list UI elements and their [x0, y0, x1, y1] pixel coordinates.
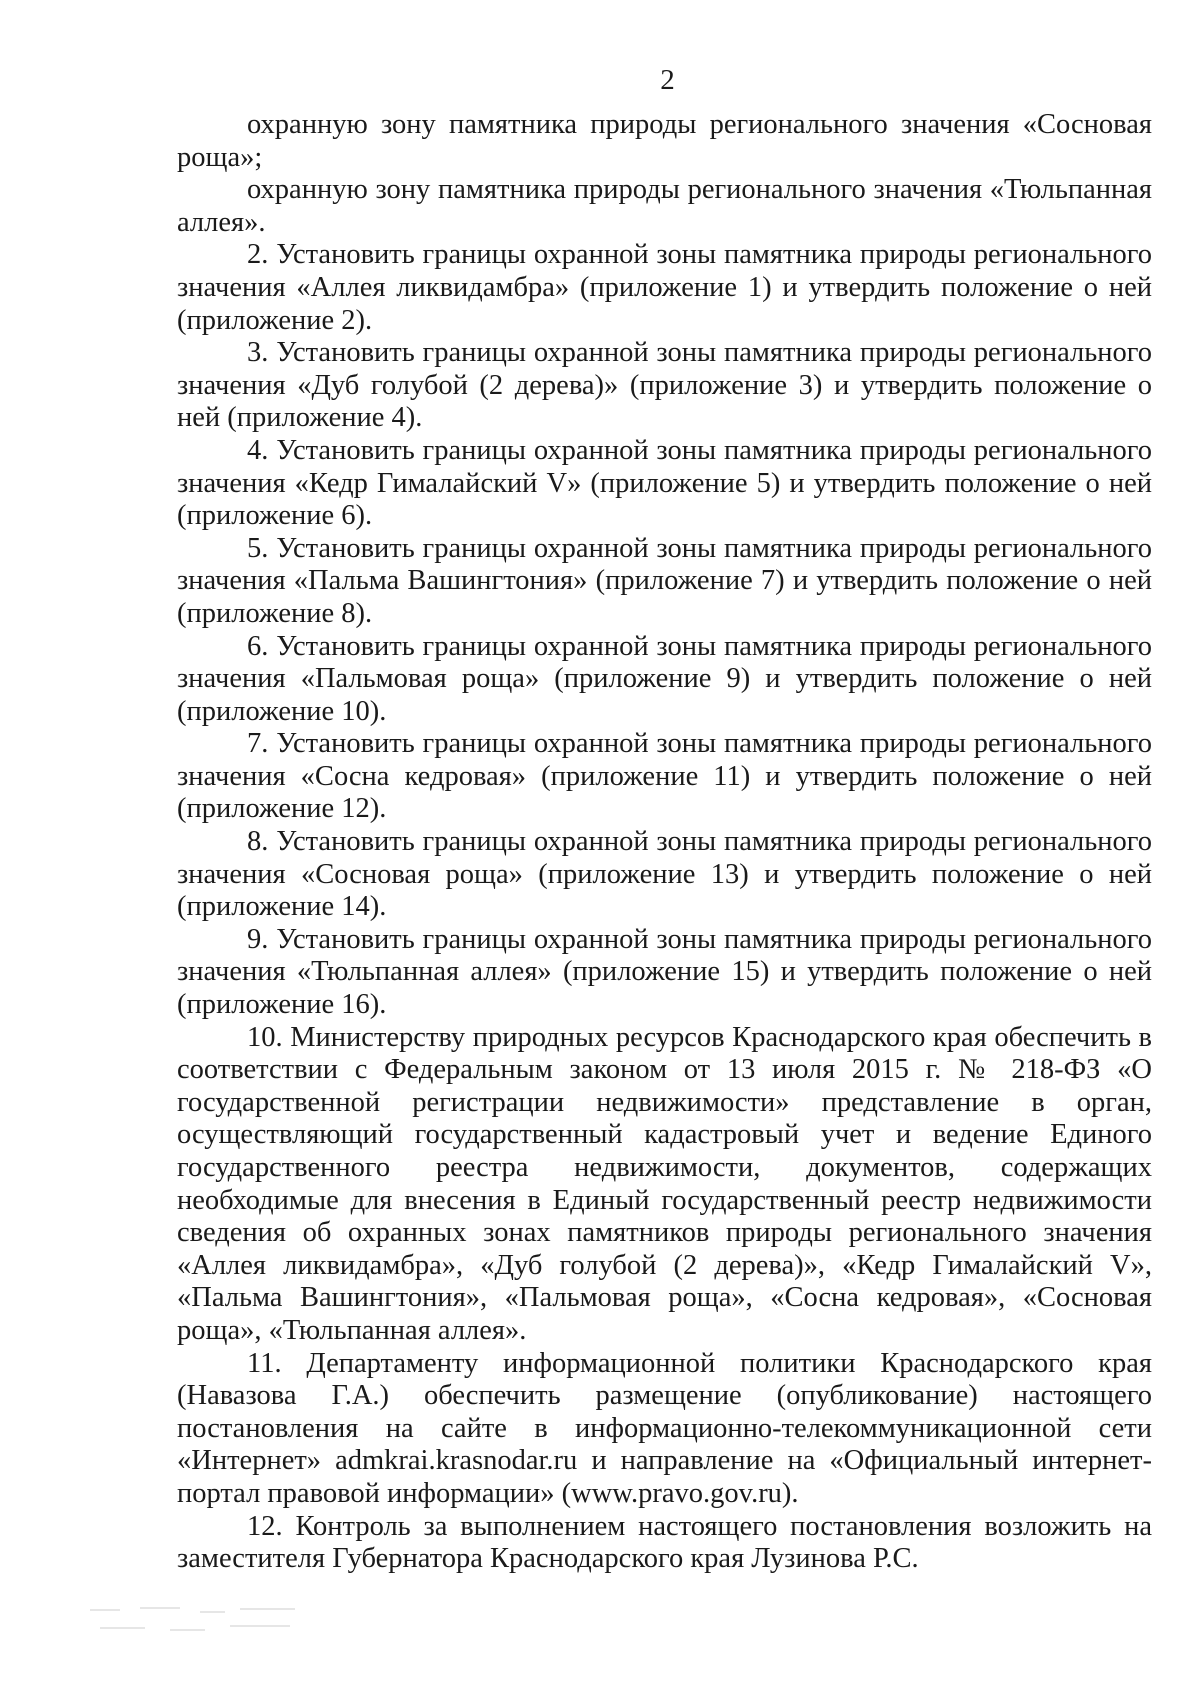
paragraph-item-3: 3. Установить границы охранной зоны памятника природы регионального значения «Дуб голубой (2 дерева)» (приложение 3) и утвердить положение о ней (приложение 4).	[177, 337, 1152, 434]
scan-artifact	[90, 1605, 320, 1645]
paragraph-item-10: 10. Министерству природных ресурсов Краснодарского края обеспечить в соответствии с Федеральным законом от 13 июля 2015 г. № 218-ФЗ «О государственной регистрации недвижимости» представление в орган, осуществляющий государственный кадастровый учет и ведение Единого государственного реестра недвижимости, документов, содержащих необходимые для внесения в Единый государственный реестр недвижимости сведения об охранных зонах памятников природы регионального значения «Аллея ликвидамбра», «Дуб голубой (2 дерева)», «Кедр Гималайский V», «Пальма Вашингтония», «Пальмовая роща», «Сосна кедровая», «Сосновая роща», «Тюльпанная аллея».	[177, 1021, 1152, 1346]
paragraph-item-11: 11. Департаменту информационной политики Краснодарского края (Навазова Г.А.) обеспечить размещение (опубликование) настоящего постановления на сайте в информационно-телекоммуникационной сети «Интернет» admkrai.krasnodar.ru и направление на «Официальный интернет-портал правовой информации» (www.pravo.gov.ru).	[177, 1347, 1152, 1509]
paragraph-item-9: 9. Установить границы охранной зоны памятника природы регионального значения «Тюльпанная аллея» (приложение 15) и утвердить положение о ней (приложение 16).	[177, 923, 1152, 1021]
paragraph-item-5: 5. Установить границы охранной зоны памятника природы регионального значения «Пальма Вашингтония» (приложение 7) и утвердить положение о ней (приложение 8).	[177, 532, 1152, 629]
paragraph-item-4: 4. Установить границы охранной зоны памятника природы регионального значения «Кедр Гималайский V» (приложение 5) и утвердить положение о ней (приложение 6).	[177, 434, 1152, 532]
paragraph-item-7: 7. Установить границы охранной зоны памятника природы регионального значения «Сосна кедровая» (приложение 11) и утвердить положение о ней (приложение 12).	[177, 728, 1152, 825]
paragraph-item-8: 8. Установить границы охранной зоны памятника природы регионального значения «Сосновая роща» (приложение 13) и утвердить положение о ней (приложение 14).	[177, 826, 1152, 923]
paragraph-zone-tyulpannaya: охранную зону памятника природы регионального значения «Тюльпанная аллея».	[177, 174, 1152, 238]
paragraph-item-12: 12. Контроль за выполнением настоящего постановления возложить на заместителя Губернатора Краснодарского края Лузинова Р.С.	[177, 1510, 1152, 1575]
paragraph-item-2: 2. Установить границы охранной зоны памятника природы регионального значения «Аллея ликвидамбра» (приложение 1) и утвердить положение о ней (приложение 2).	[177, 239, 1152, 336]
document-body	[177, 109, 1152, 1576]
paragraph-item-6: 6. Установить границы охранной зоны памятника природы регионального значения «Пальмовая роща» (приложение 9) и утвердить положение о ней (приложение 10).	[177, 630, 1152, 727]
paragraph-zone-sosnovaya: охранную зону памятника природы регионального значения «Сосновая роща»;	[177, 109, 1152, 173]
page-number: 2	[660, 64, 675, 96]
